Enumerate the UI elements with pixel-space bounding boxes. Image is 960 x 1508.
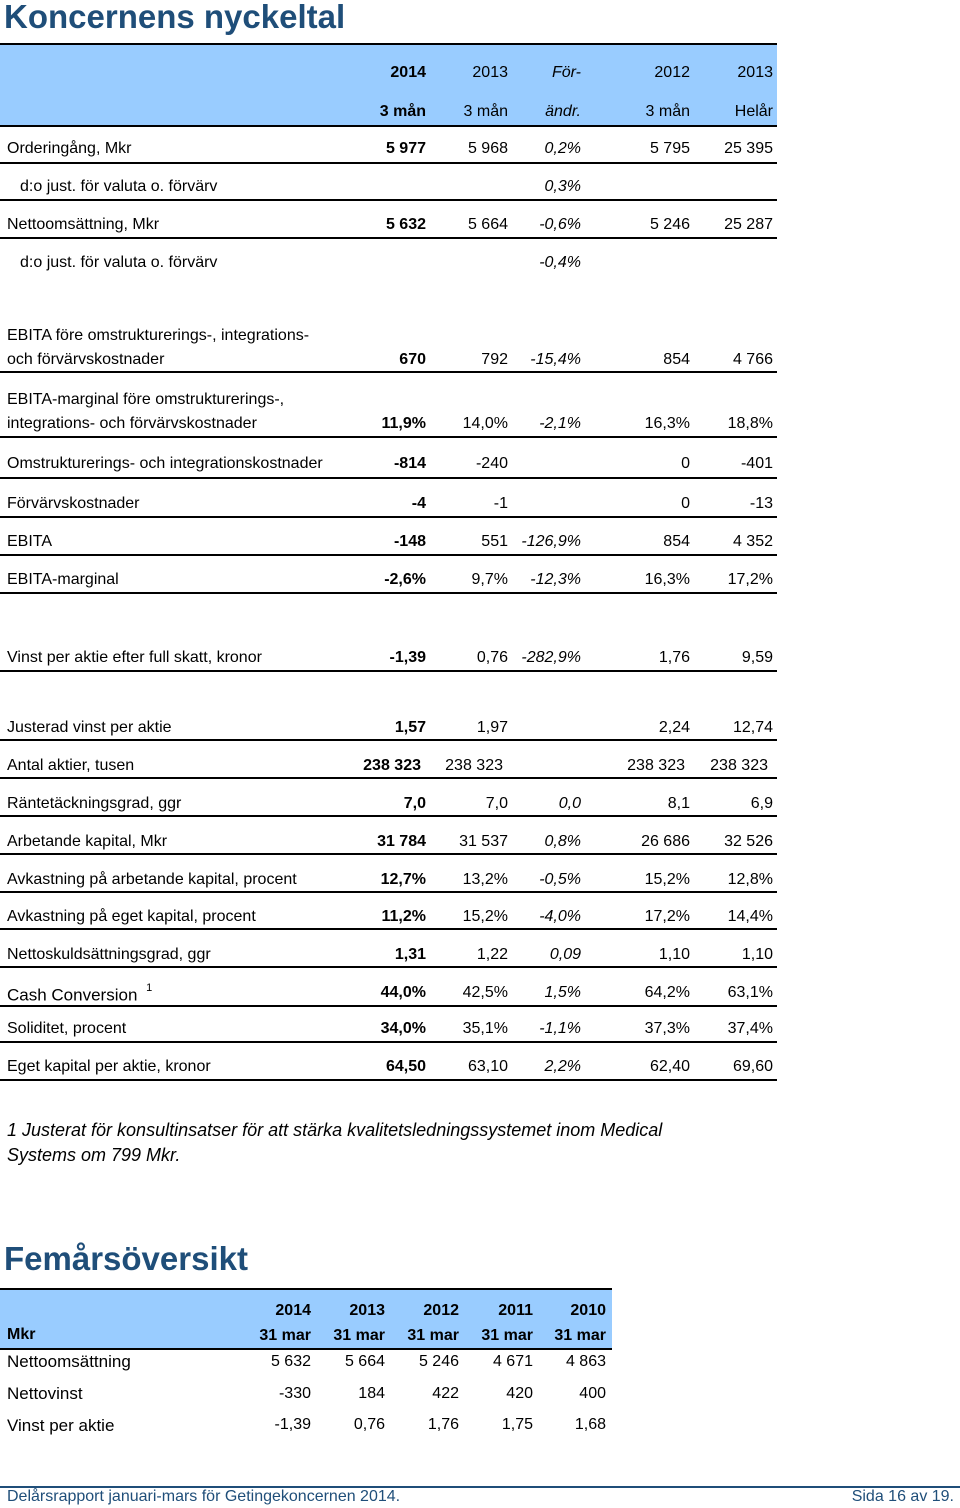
header-divider [0, 125, 777, 127]
key-figures-table [0, 43, 777, 1083]
cell: -1,39 [274, 1416, 311, 1433]
cell: -330 [278, 1385, 311, 1402]
page-title: Koncernens nyckeltal [4, 0, 346, 35]
cell: 12,8% [727, 871, 773, 888]
cell: 44,0% [380, 984, 426, 1001]
cell: 1,75 [501, 1416, 533, 1433]
cell: 238 323 [627, 757, 685, 774]
cell: 26 686 [641, 833, 690, 850]
cell: 25 287 [724, 216, 773, 233]
row-divider [0, 1005, 777, 1007]
cell: -4 [411, 495, 426, 512]
cell: -0,5% [539, 871, 581, 888]
cell: -4,0% [539, 908, 581, 925]
row-label: EBITA före omstrukturerings-, integrations- [7, 327, 310, 344]
cell: 17,2% [644, 908, 690, 925]
cell: 2,24 [658, 719, 690, 736]
cell: 238 323 [710, 757, 768, 774]
header-period-change: ändr. [545, 103, 581, 120]
cell: 31 784 [377, 833, 426, 850]
cell: -148 [393, 533, 426, 550]
footnote-line-1: 1 Justerat för konsultinsatser för att stärka kvalitetsledningssystemet inom Medical [7, 1120, 663, 1140]
row-label: Nettoskuldsättningsgrad, ggr [7, 946, 211, 963]
cell: 551 [481, 533, 508, 550]
cell: -15,4% [530, 351, 581, 368]
row-divider [0, 477, 777, 479]
row-divider [0, 1041, 777, 1043]
header-period-2012: 3 mån [645, 103, 690, 120]
row-label: Nettoomsättning [7, 1352, 131, 1371]
cell: 0,0 [558, 795, 581, 812]
five-year-table [0, 1288, 612, 1448]
row-label: och förvärvskostnader [7, 351, 165, 368]
cell: 0 [681, 455, 690, 472]
cell: 5 664 [467, 216, 508, 233]
row-divider [0, 853, 777, 855]
cell: 14,4% [727, 908, 773, 925]
cell: 4 766 [732, 351, 773, 368]
cell: 0,76 [476, 649, 508, 666]
cell: 0,2% [544, 140, 581, 157]
cell: 1,10 [658, 946, 690, 963]
cell: 12,74 [732, 719, 773, 736]
cell: -282,9% [521, 649, 581, 666]
period: 31 mar [554, 1327, 606, 1344]
cell: -1,1% [539, 1020, 581, 1037]
cell: -2,6% [384, 571, 426, 588]
row-divider [0, 928, 777, 930]
row-label: integrations- och förvärvskostnader [7, 415, 257, 432]
cell: 16,3% [644, 415, 690, 432]
cell: 5 246 [649, 216, 690, 233]
cell: 5 977 [385, 140, 426, 157]
cell: -0,6% [539, 216, 581, 233]
row-divider [0, 516, 777, 518]
header-period-2014: 3 mån [379, 103, 426, 120]
cell: 69,60 [732, 1058, 773, 1075]
row-label: Soliditet, procent [7, 1020, 127, 1037]
cell: 420 [506, 1385, 533, 1402]
footnote-line-2: Systems om 799 Mkr. [7, 1145, 181, 1165]
row-divider [0, 777, 777, 779]
cell: 34,0% [380, 1020, 426, 1037]
cell: -126,9% [521, 533, 581, 550]
row-label: Vinst per aktie [7, 1416, 115, 1435]
cell: -814 [393, 455, 426, 472]
period: 31 mar [259, 1327, 311, 1344]
row-label: Räntetäckningsgrad, ggr [7, 795, 182, 812]
cell: 1,76 [427, 1416, 459, 1433]
period: 31 mar [481, 1327, 533, 1344]
row-divider [0, 592, 777, 594]
cell: 64,2% [644, 984, 690, 1001]
year: 2012 [423, 1302, 459, 1319]
period: 31 mar [407, 1327, 459, 1344]
cell: 0 [681, 495, 690, 512]
cell: 7,0 [485, 795, 508, 812]
cell: -2,1% [539, 415, 581, 432]
header-change: För- [551, 64, 581, 81]
cell: 1,31 [394, 946, 426, 963]
cell: 5 795 [649, 140, 690, 157]
cell: 238 323 [445, 757, 503, 774]
row-label: Vinst per aktie efter full skatt, kronor [7, 649, 262, 666]
footer-page-number: Sida 16 av 19. [851, 1488, 954, 1505]
section-title: Femårsöversikt [4, 1240, 248, 1277]
cell: 63,1% [727, 984, 773, 1001]
header-year-2012: 2012 [654, 64, 690, 81]
cell: 15,2% [644, 871, 690, 888]
row-divider [0, 1079, 777, 1081]
cell: 13,2% [462, 871, 508, 888]
cell: 8,1 [667, 795, 690, 812]
cell: 17,2% [727, 571, 773, 588]
row-divider [0, 237, 777, 239]
row-label: Förvärvskostnader [7, 495, 140, 512]
row-divider [0, 739, 777, 741]
cell: 9,7% [471, 571, 508, 588]
row-divider [0, 371, 777, 373]
row-divider [0, 436, 777, 438]
cell: -12,3% [530, 571, 581, 588]
year: 2013 [349, 1302, 385, 1319]
header-period-2013: 3 mån [463, 103, 508, 120]
row-label: Nettoomsättning, Mkr [7, 216, 160, 233]
cell: 2,2% [544, 1058, 581, 1075]
row-label: EBITA-marginal [7, 571, 119, 588]
cell: -1 [493, 495, 508, 512]
cell: 1,5% [544, 984, 581, 1001]
cell: 42,5% [462, 984, 508, 1001]
cell: 12,7% [380, 871, 426, 888]
footer-report-name: Delårsrapport januari-mars för Getingekoncernen 2014. [7, 1488, 401, 1505]
cell: 0,76 [353, 1416, 385, 1433]
cell: 1,22 [476, 946, 508, 963]
header-period-full: Helår [734, 103, 773, 120]
row-label: Avkastning på arbetande kapital, procent [7, 871, 297, 888]
cell: 32 526 [724, 833, 773, 850]
cell: 5 664 [344, 1353, 385, 1370]
row-divider [0, 199, 777, 201]
cell: 7,0 [403, 795, 426, 812]
cell: 854 [663, 351, 690, 368]
cell: 184 [358, 1385, 385, 1402]
cell: -240 [475, 455, 508, 472]
cell: 37,4% [727, 1020, 773, 1037]
cell: 1,10 [741, 946, 773, 963]
row-label: d:o just. för valuta o. förvärv [20, 254, 218, 271]
cell: 0,8% [544, 833, 581, 850]
cell: 16,3% [644, 571, 690, 588]
row-label: Arbetande kapital, Mkr [7, 833, 168, 850]
cell: 64,50 [385, 1058, 426, 1075]
cell: 9,59 [741, 649, 773, 666]
cell: 1,76 [658, 649, 690, 666]
cell: 400 [579, 1385, 606, 1402]
cell: 25 395 [724, 140, 773, 157]
footnote [7, 1118, 747, 1168]
cell: 1,57 [394, 719, 426, 736]
cell: 5 968 [467, 140, 508, 157]
row-divider [0, 966, 777, 968]
cell: 63,10 [467, 1058, 508, 1075]
header-year-2014: 2014 [390, 64, 426, 81]
row-label: Antal aktier, tusen [7, 757, 135, 774]
row-label: EBITA [7, 533, 53, 550]
cell: 5 632 [270, 1353, 311, 1370]
footnote-ref: 1 [146, 982, 153, 994]
cell: 5 246 [418, 1353, 459, 1370]
cell: 422 [432, 1385, 459, 1402]
cell: 6,9 [750, 795, 773, 812]
cell: 4 863 [565, 1353, 606, 1370]
row-divider [0, 554, 777, 556]
period: 31 mar [333, 1327, 385, 1344]
cell: 670 [399, 351, 426, 368]
row-divider [0, 162, 777, 164]
cell: 11,9% [381, 415, 426, 432]
cell: 854 [663, 533, 690, 550]
cell: 792 [481, 351, 508, 368]
cell: 5 632 [385, 216, 426, 233]
row-label: Eget kapital per aktie, kronor [7, 1058, 211, 1075]
row-label: Avkastning på eget kapital, procent [7, 908, 256, 925]
row-label: Justerad vinst per aktie [7, 719, 172, 736]
row-divider [0, 891, 777, 893]
row-divider [0, 815, 777, 817]
table-header [0, 1288, 612, 1350]
cell: -0,4% [539, 254, 581, 271]
cell: 4 352 [732, 533, 773, 550]
row-label: Orderingång, Mkr [7, 140, 132, 157]
cell: 4 671 [492, 1353, 533, 1370]
row-label: Omstrukturerings- och integrationskostnader [7, 455, 323, 472]
row-divider [0, 670, 777, 672]
row-label: Nettovinst [7, 1384, 83, 1403]
cell: 18,8% [727, 415, 773, 432]
cell: 11,2% [381, 908, 426, 925]
header-year-2013-full: 2013 [737, 64, 773, 81]
cell: 1,68 [574, 1416, 606, 1433]
cell: -1,39 [389, 649, 426, 666]
row-label: EBITA-marginal före omstrukturerings-, [7, 391, 285, 408]
year: 2011 [498, 1302, 533, 1319]
cell: 0,09 [549, 946, 581, 963]
cell: 14,0% [462, 415, 508, 432]
cell: 62,40 [649, 1058, 690, 1075]
cell: 31 537 [459, 833, 508, 850]
header-year-2013: 2013 [472, 64, 508, 81]
table-header [0, 43, 777, 125]
unit-label: Mkr [7, 1326, 36, 1343]
cell: 0,3% [544, 178, 581, 195]
year: 2014 [275, 1302, 311, 1319]
cell: 1,97 [476, 719, 508, 736]
cell: 238 323 [363, 757, 421, 774]
row-label-text: Cash Conversion [7, 985, 138, 1005]
cell: 15,2% [462, 908, 508, 925]
row-label [7, 981, 152, 1006]
row-label: d:o just. för valuta o. förvärv [20, 178, 218, 195]
cell: -13 [749, 495, 773, 512]
cell: -401 [740, 455, 773, 472]
cell: 35,1% [462, 1020, 508, 1037]
cell: 37,3% [644, 1020, 690, 1037]
year: 2010 [570, 1302, 606, 1319]
